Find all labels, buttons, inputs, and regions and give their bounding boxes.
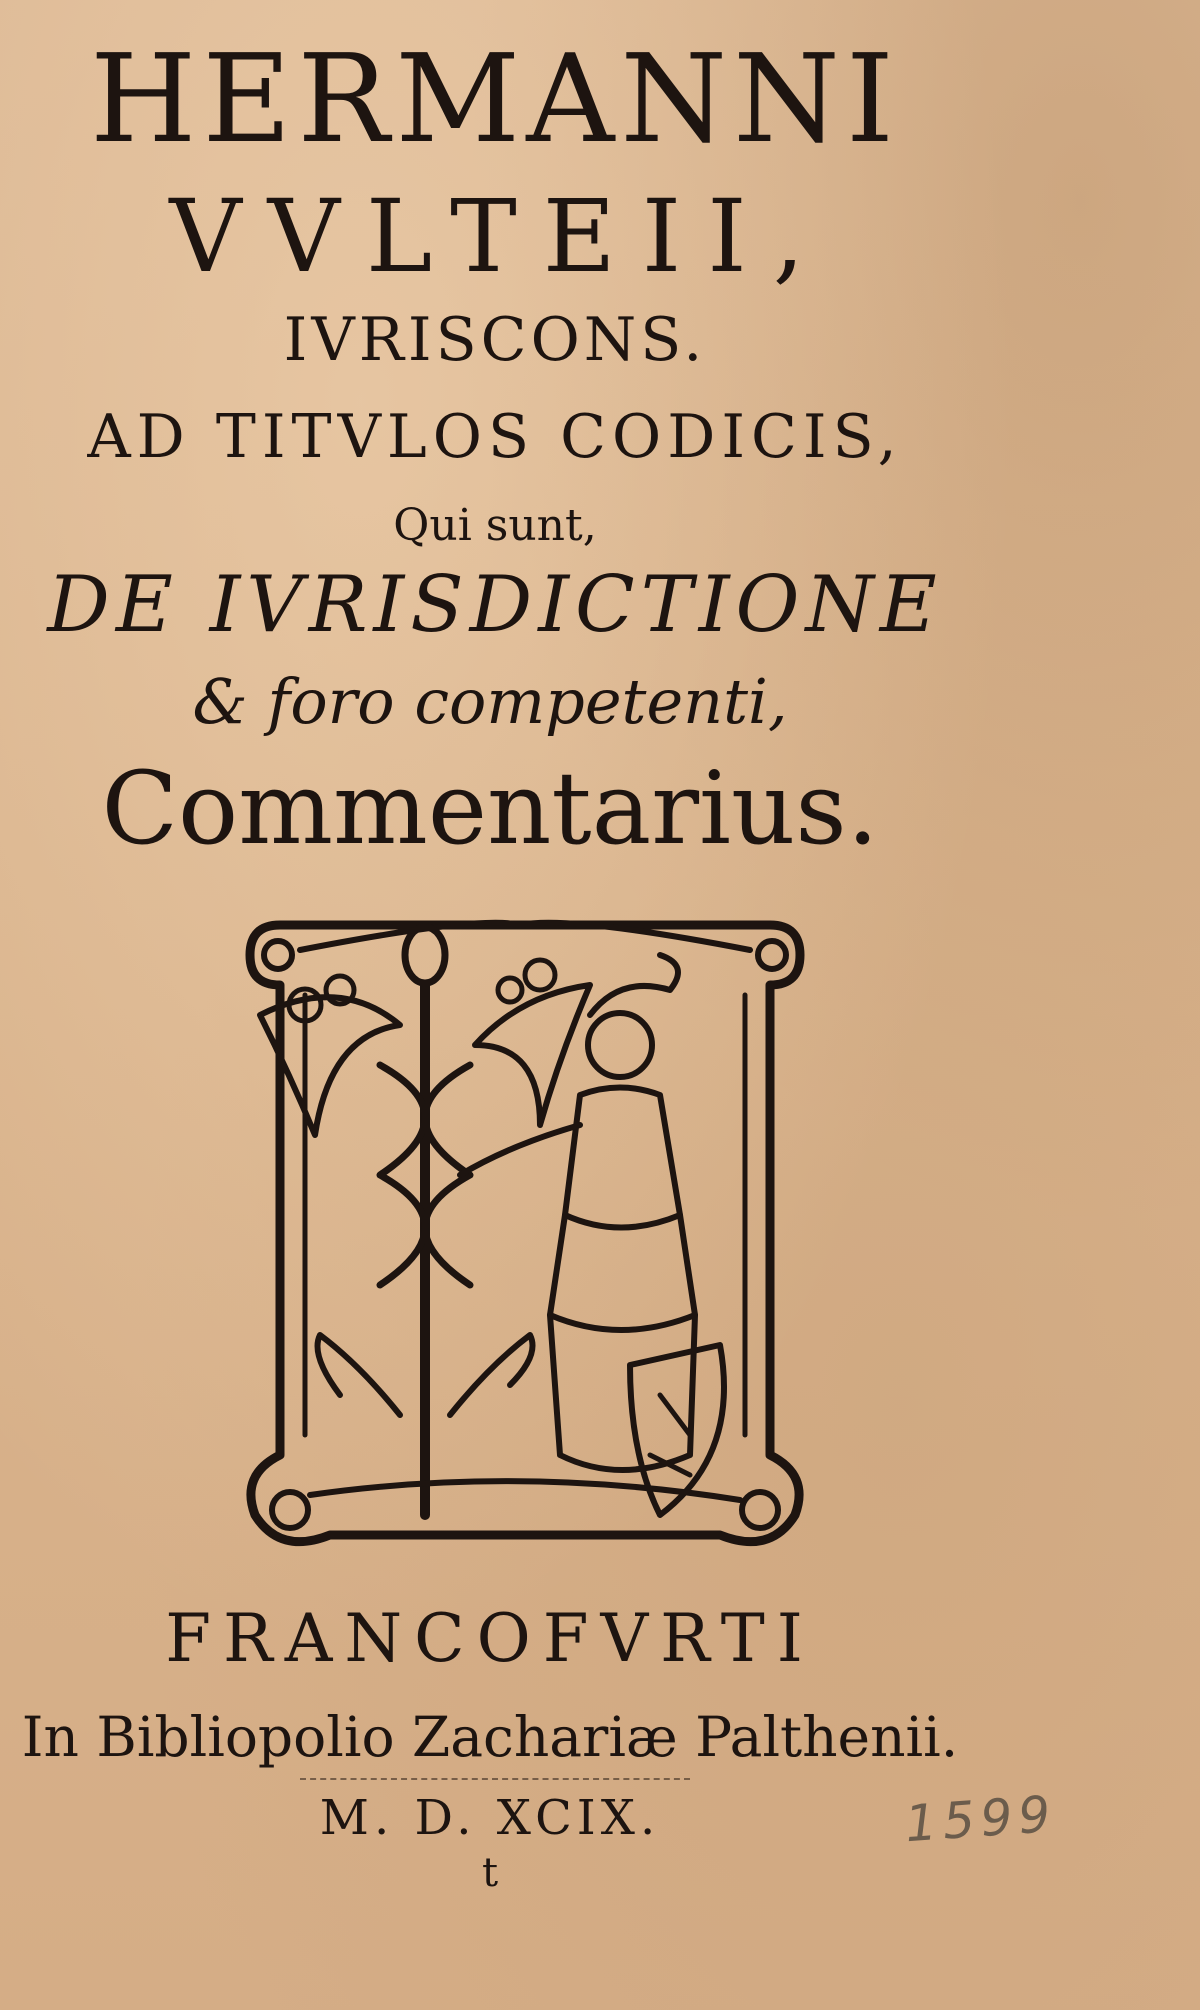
- imprint-year: M. D. XCIX.: [319, 1790, 661, 1846]
- work-title-line-3: DE IVRISDICTIONE: [47, 560, 943, 650]
- work-title-line-4: & foro competenti,: [192, 665, 788, 738]
- author-first-name: HERMANNI: [89, 28, 901, 170]
- work-title-line-5: Commentarius.: [101, 750, 879, 867]
- printers-device-woodcut-icon: [220, 895, 830, 1585]
- work-title-line-1: AD TITVLOS CODICIS,: [87, 402, 903, 472]
- divider-dashes: [300, 1778, 690, 1788]
- author-title: IVRISCONS.: [283, 305, 707, 375]
- handwritten-year-note: 1599: [903, 1784, 1059, 1854]
- imprint-publisher: In Bibliopolio Zachariæ Palthenii.: [21, 1705, 959, 1769]
- author-surname: VVLTEII,: [169, 178, 831, 295]
- signature-mark: t: [481, 1850, 499, 1896]
- work-title-line-2: Qui sunt,: [393, 500, 597, 551]
- imprint-place: FRANCOFVRTI: [165, 1600, 815, 1677]
